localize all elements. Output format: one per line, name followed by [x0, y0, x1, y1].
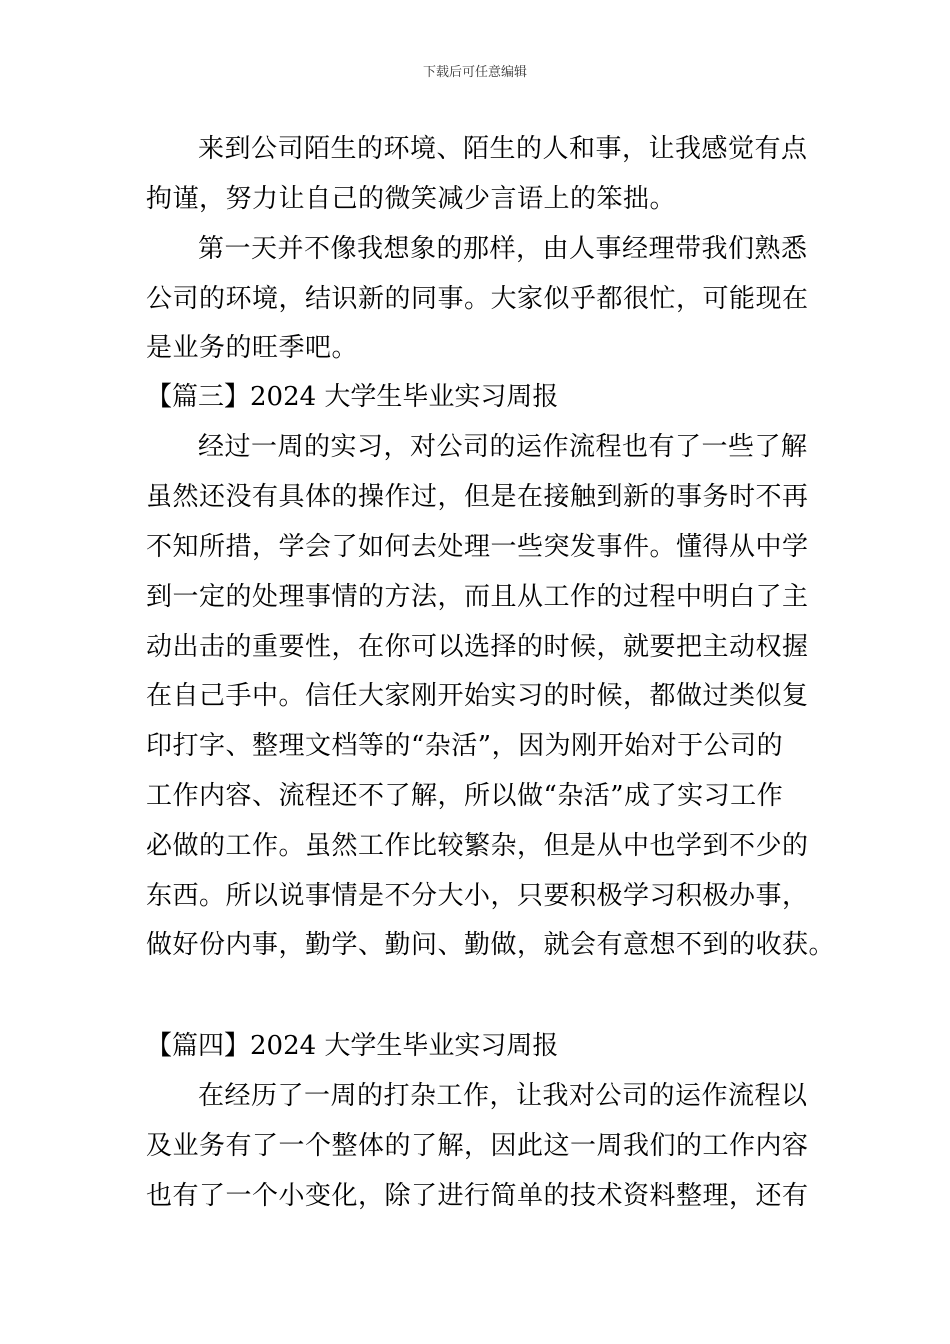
paragraph-3-line-5: 动出击的重要性，在你可以选择的时候，就要把主动权握: [146, 632, 809, 662]
paragraph-4-line-2: 及业务有了一个整体的了解，因此这一周我们的工作内容: [146, 1131, 809, 1161]
paragraph-3-line-1: 经过一周的实习，对公司的运作流程也有了一些了解: [198, 432, 808, 462]
paragraph-3-line-11: 做好份内事，勤学、勤问、勤做，就会有意想不到的收获。: [146, 930, 836, 960]
paragraph-1-line-2: 拘谨，努力让自己的微笑减少言语上的笨拙。: [146, 184, 677, 214]
paragraph-3-line-6: 在自己手中。信任大家刚开始实习的时候，都做过类似复: [146, 681, 809, 711]
section-heading-3: 【篇三】2024 大学生毕业实习周报: [146, 382, 559, 412]
page-header: 下载后可任意编辑: [422, 65, 527, 80]
paragraph-1-line-1: 来到公司陌生的环境、陌生的人和事，让我感觉有点: [198, 134, 808, 164]
paragraph-4-line-1: 在经历了一周的打杂工作，让我对公司的运作流程以: [198, 1081, 808, 1111]
paragraph-2-line-3: 是业务的旺季吧。: [146, 333, 359, 363]
paragraph-3-line-10: 东西。所以说事情是不分大小，只要积极学习积极办事，: [146, 881, 809, 911]
paragraph-4-line-3: 也有了一个小变化，除了进行简单的技术资料整理，还有: [146, 1181, 809, 1211]
paragraph-2-line-1: 第一天并不像我想象的那样，由人事经理带我们熟悉: [198, 234, 808, 264]
paragraph-3-line-9: 必做的工作。虽然工作比较繁杂，但是从中也学到不少的: [146, 831, 809, 861]
paragraph-2-line-2: 公司的环境，结识新的同事。大家似乎都很忙，可能现在: [146, 284, 809, 314]
paragraph-3-line-4: 到一定的处理事情的方法，而且从工作的过程中明白了主: [146, 582, 809, 612]
paragraph-3-line-3: 不知所措，学会了如何去处理一些突发事件。懂得从中学: [146, 532, 809, 562]
paragraph-3-line-8: 工作内容、流程还不了解，所以做“杂活”成了实习工作: [146, 781, 784, 811]
paragraph-3-line-7: 印打字、整理文档等的“杂活”，因为刚开始对于公司的: [146, 731, 784, 761]
section-heading-4: 【篇四】2024 大学生毕业实习周报: [146, 1031, 559, 1061]
paragraph-3-line-2: 虽然还没有具体的操作过，但是在接触到新的事务时不再: [146, 482, 809, 512]
